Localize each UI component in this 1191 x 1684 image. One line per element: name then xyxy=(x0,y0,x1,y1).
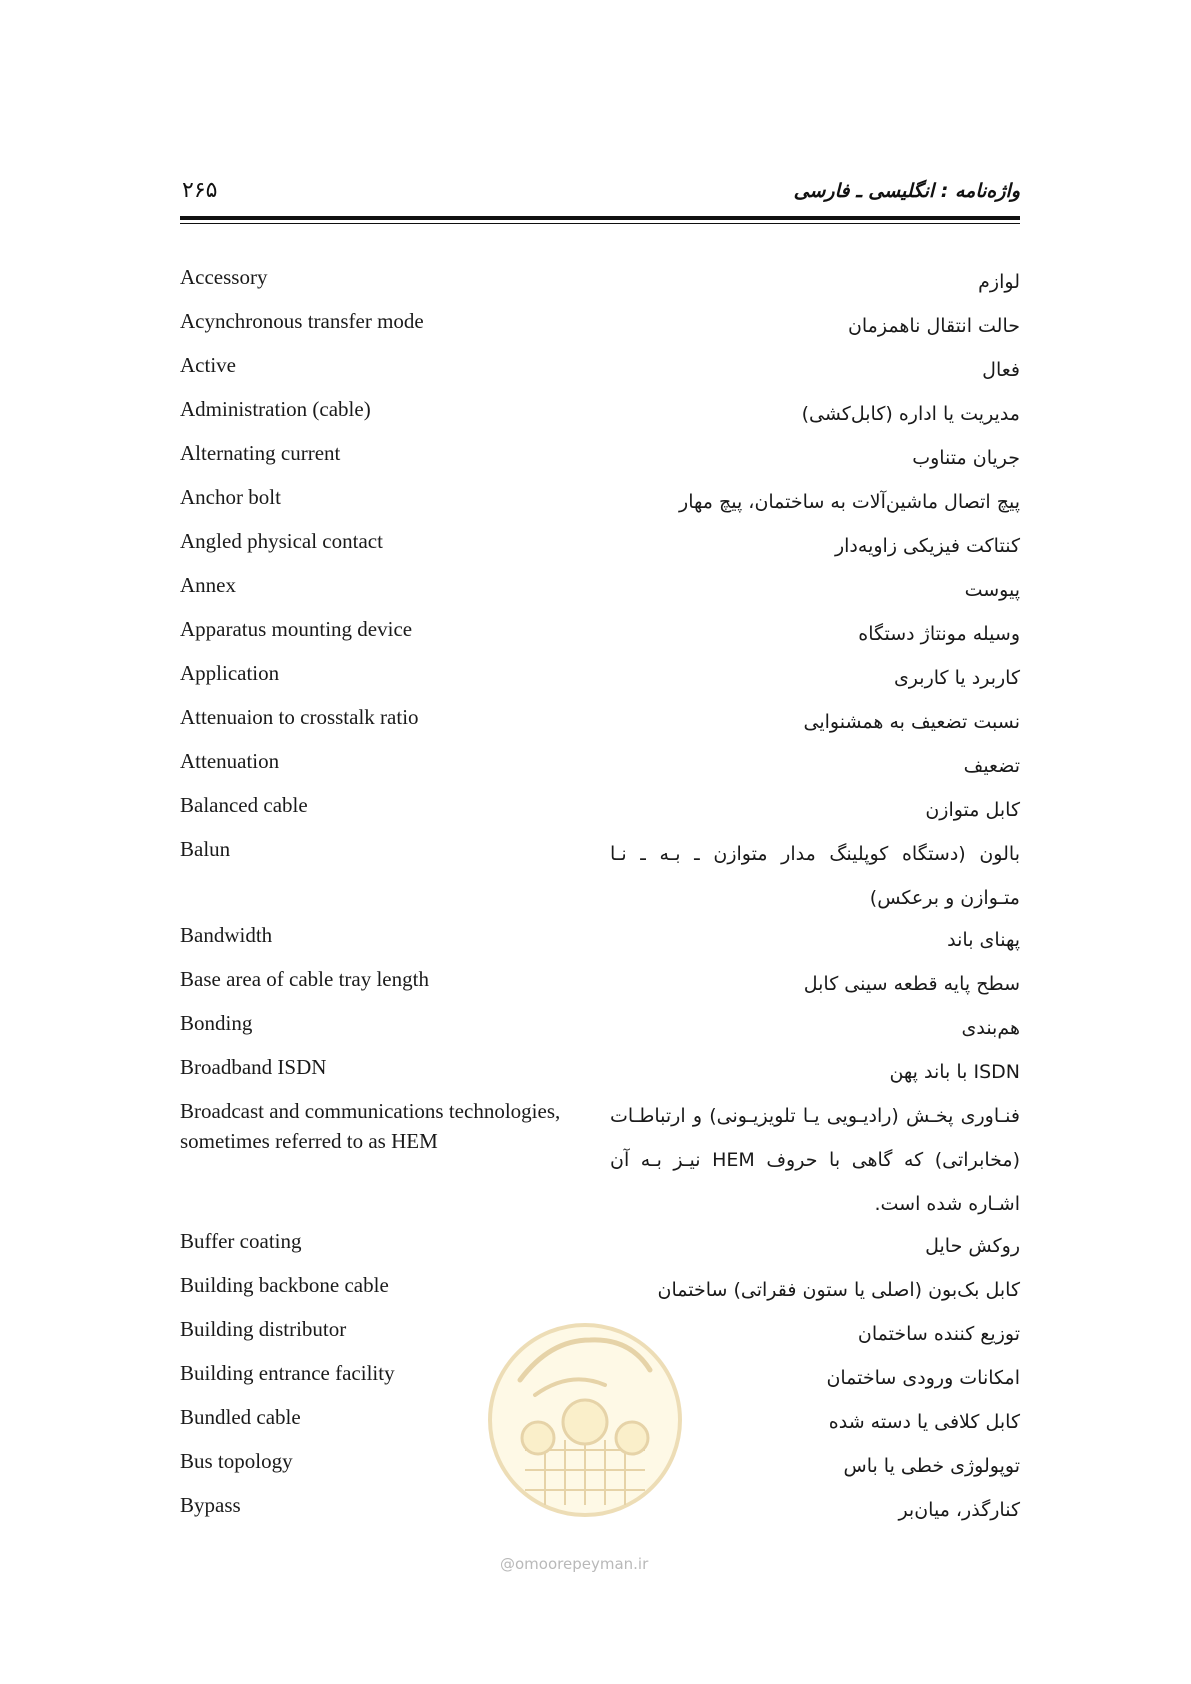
glossary-entry xyxy=(180,614,1020,658)
english-term: Apparatus mounting device xyxy=(180,617,413,641)
english-term: Bandwidth xyxy=(180,923,273,947)
glossary-entry xyxy=(180,702,1020,746)
watermark-url: @omoorepeyman.ir xyxy=(500,1555,649,1573)
page-number: ۲۶۵ xyxy=(182,178,218,203)
persian-definition: فنـاوری پخـش (رادیـویی یـا تلویزیـونی) و ارتباطـات (مخابراتی) که گاهی با حروف HEM نیـز بـه آن اشـاره شده است. xyxy=(610,1105,1021,1215)
glossary-entry xyxy=(180,658,1020,702)
persian-definition: جریان متناوب xyxy=(912,447,1020,469)
persian-definition: مدیریت یا اداره (کابل‌کشی) xyxy=(801,403,1020,425)
persian-definition: لوازم xyxy=(978,271,1020,293)
glossary-entry xyxy=(180,790,1020,834)
english-term: Building backbone cable xyxy=(180,1273,389,1297)
persian-definition: نسبت تضعیف به همشنوایی xyxy=(803,711,1020,733)
persian-definition: توپولوژی خطی یا باس xyxy=(843,1455,1020,1477)
persian-definition: هم‌بندی xyxy=(961,1017,1020,1039)
glossary-entry xyxy=(180,920,1020,964)
english-term: Attenuation xyxy=(180,749,280,773)
header-rule-thin xyxy=(180,223,1020,224)
persian-definition: سطح پایه قطعه سینی کابل xyxy=(803,973,1020,995)
persian-definition: فعال xyxy=(982,359,1020,381)
persian-definition: پیچ اتصال ماشین‌آلات به ساختمان، پیچ مهار xyxy=(679,491,1020,513)
persian-definition: پهنای باند xyxy=(947,929,1020,951)
glossary-entry xyxy=(180,1270,1020,1314)
english-term: Bonding xyxy=(180,1011,253,1035)
glossary-entry xyxy=(180,306,1020,350)
english-term: Acynchronous transfer mode xyxy=(180,309,424,333)
persian-definition: کابل کلافی یا دسته شده xyxy=(828,1411,1020,1433)
english-term: Attenuaion to crosstalk ratio xyxy=(180,705,419,729)
running-title: واژه‌نامه : انگلیسی ـ فارسی xyxy=(793,180,1020,202)
persian-definition: حالت انتقال ناهمزمان xyxy=(847,315,1020,337)
english-term: Anchor bolt xyxy=(180,485,281,509)
glossary-entry xyxy=(180,1226,1020,1270)
page-header xyxy=(180,178,1020,214)
english-term: Angled physical contact xyxy=(180,529,383,553)
english-term: Annex xyxy=(180,573,236,597)
persian-definition: پیوست xyxy=(964,579,1020,601)
english-term: Bypass xyxy=(180,1493,241,1517)
persian-definition: کاربرد یا کاربری xyxy=(893,667,1020,689)
persian-definition: کنارگذر، میان‌بر xyxy=(898,1499,1020,1521)
english-term: Broadband ISDN xyxy=(180,1055,327,1079)
glossary-entry xyxy=(180,262,1020,306)
glossary-entry xyxy=(180,350,1020,394)
glossary-entry xyxy=(180,1008,1020,1052)
glossary-entry xyxy=(180,964,1020,1008)
glossary-entry xyxy=(180,570,1020,614)
english-term: Balanced cable xyxy=(180,793,308,817)
english-term: Broadcast and communications technologies, sometimes referred to as HEM xyxy=(180,1099,561,1153)
persian-definition: توزیع کننده ساختمان xyxy=(857,1323,1020,1345)
english-term: Alternating current xyxy=(180,441,341,465)
glossary-entry xyxy=(180,482,1020,526)
glossary-entry xyxy=(180,394,1020,438)
english-term: Administration (cable) xyxy=(180,397,371,421)
glossary-entry xyxy=(180,526,1020,570)
english-term: Building distributor xyxy=(180,1317,347,1341)
glossary-entry xyxy=(180,438,1020,482)
english-term: Balun xyxy=(180,837,231,861)
english-term: Accessory xyxy=(180,265,268,289)
persian-definition: کنتاکت فیزیکی زاویه‌دار xyxy=(834,535,1020,557)
persian-definition: کابل بک‌بون (اصلی یا ستون فقراتی) ساختمان xyxy=(657,1279,1020,1301)
glossary-entry xyxy=(180,1096,1020,1226)
persian-definition: بالون (دستگاه کوپلینگ مدار متوازن ـ بـه ـ نـا متـوازن و برعکس) xyxy=(610,843,1020,909)
english-term: Bundled cable xyxy=(180,1405,301,1429)
persian-definition: وسیله مونتاژ دستگاه xyxy=(858,623,1020,645)
english-term: Base area of cable tray length xyxy=(180,967,429,991)
english-term: Buffer coating xyxy=(180,1229,302,1253)
persian-definition: تضعیف xyxy=(963,755,1020,777)
english-term: Bus topology xyxy=(180,1449,293,1473)
watermark-logo xyxy=(480,1310,690,1570)
english-term: Building entrance facility xyxy=(180,1361,395,1385)
persian-definition: روکش حایل xyxy=(925,1235,1020,1257)
glossary-entry xyxy=(180,1052,1020,1096)
english-term: Active xyxy=(180,353,236,377)
persian-definition: ISDN با باند پهن xyxy=(889,1061,1020,1083)
persian-definition: کابل متوازن xyxy=(925,799,1020,821)
english-term: Application xyxy=(180,661,280,685)
glossary-entry xyxy=(180,746,1020,790)
glossary-entry xyxy=(180,834,1020,920)
persian-definition: امکانات ورودی ساختمان xyxy=(826,1367,1020,1389)
header-rule-thick xyxy=(180,216,1020,220)
